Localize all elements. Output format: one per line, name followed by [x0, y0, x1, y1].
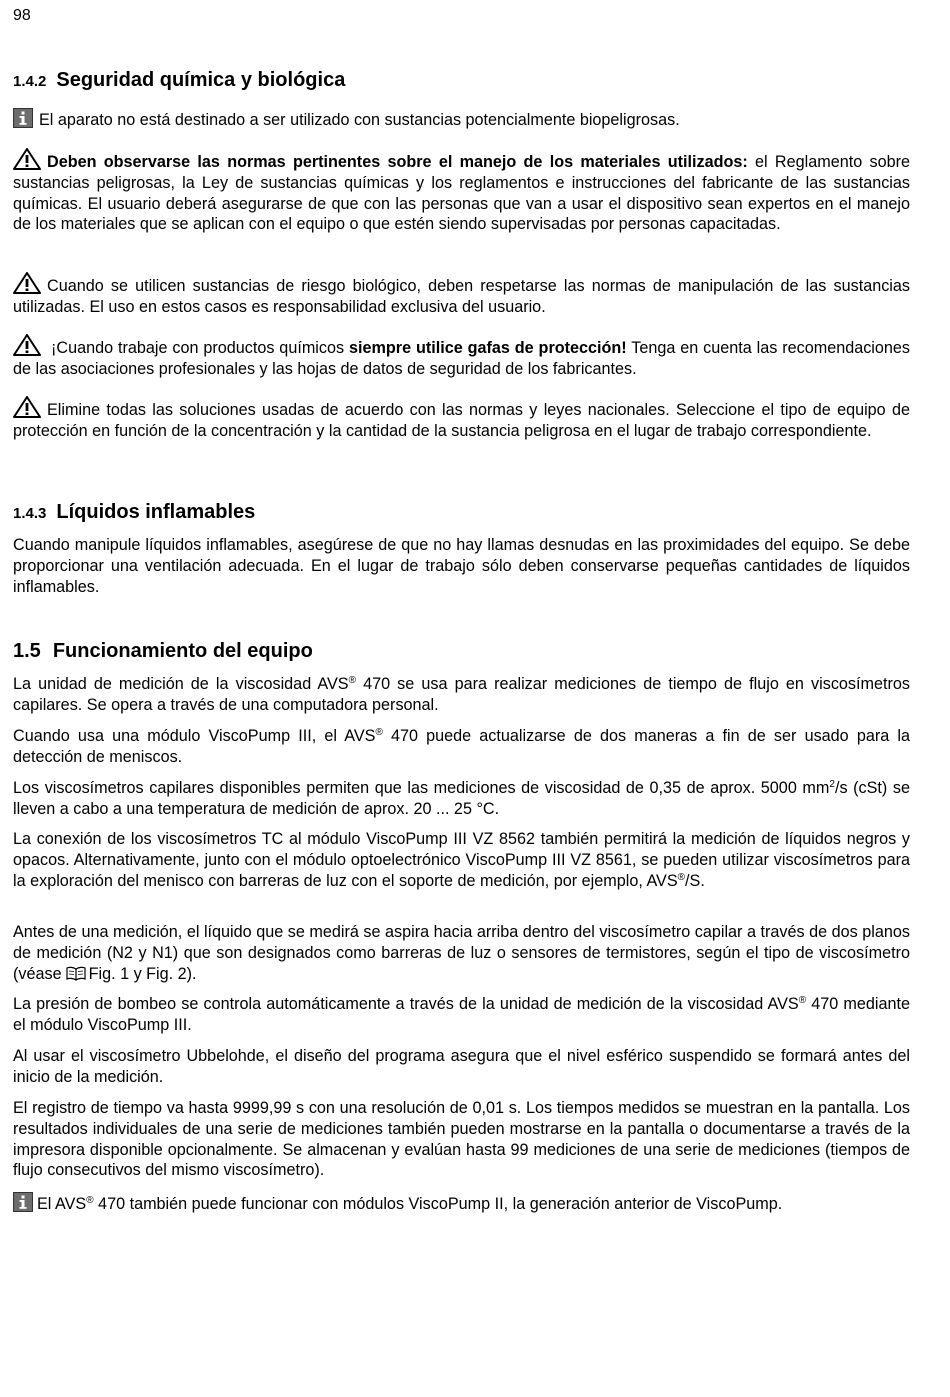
section-title: Funcionamiento del equipo: [52, 640, 313, 662]
section-number: 1.5: [13, 640, 41, 662]
section-number: 1.4.2: [13, 73, 47, 90]
info-icon: [13, 1192, 33, 1212]
paragraph-2: Cuando usa una módulo ViscoPump III, el AVS® 470 puede actualizarse de dos maneras a fin de ser usado para la detección de meniscos.: [13, 727, 910, 766]
warning-icon: [13, 148, 41, 170]
section-title: Seguridad química y biológica: [56, 69, 346, 91]
warning-disposal: Elimine todas las soluciones usadas de acuerdo con las normas y leyes nacionales. Seleccione el tipo de equipo de protección en función de la concentración y la cantidad de la sustancia peligrosa en el lugar de trabajo correspondiente.: [13, 396, 910, 442]
info-note-viscopump-ii: El AVS® 470 también puede funcionar con módulos ViscoPump II, la generación anterior de ViscoPump.: [13, 1192, 910, 1215]
paragraph-1: La unidad de medición de la viscosidad AVS® 470 se usa para realizar mediciones de tiempo de flujo en viscosímetros capilares. Se opera a través de una computadora personal.: [13, 675, 910, 714]
paragraph-5: Antes de una medición, el líquido que se medirá se aspira hacia arriba dentro del viscosímetro capilar a través de dos planos de medición (N2 y N1) que son designados como barreras de luz o sensores de termistores, según el tipo de viscosímetro (véase Fig. 1 y Fig. 2).: [13, 922, 910, 986]
warning-materials: Deben observarse las normas pertinentes sobre el manejo de los materiales utilizados: el Reglamento sobre sustancias peligrosas, la Ley de sustancias químicas y los reglamentos e instrucciones del fabricante de las sustancias químicas. El usuario deberá asegurarse de que con las personas que van a usar el dispositivo sean expertos en el manejo de los materiales que se aplican con el equipo o que estén siendo supervisadas por personas capacitadas.: [13, 148, 910, 235]
section-number: 1.4.3: [13, 505, 47, 522]
section-heading-1-4-2: [13, 68, 910, 94]
section-heading-1-5: [13, 639, 910, 663]
info-icon: [13, 108, 33, 128]
paragraph-6: La presión de bombeo se controla automáticamente a través de la unidad de medición de la viscosidad AVS® 470 mediante el módulo ViscoPump III.: [13, 995, 910, 1034]
paragraph-3: Los viscosímetros capilares disponibles permiten que las mediciones de viscosidad de 0,35 de aprox. 5000 $mm^2/s$ (cSt) se lleven a cabo a una temperatura de medición de aprox. 20 ... 25 °C.: [13, 779, 911, 818]
section-title: Líquidos inflamables: [56, 501, 256, 523]
section-heading-1-4-3: [13, 500, 910, 526]
warning-icon: [13, 272, 41, 294]
book-icon: [66, 966, 86, 987]
paragraph-7: Al usar el viscosímetro Ubbelohde, el diseño del programa asegura que el nivel esférico suspendido se formará antes del inicio de la medición.: [13, 1047, 910, 1086]
paragraph-8: El registro de tiempo va hasta 9999,99 s con una resolución de 0,01 s. Los tiempos medidos se muestran en la pantalla. Los resultados individuales de una serie de mediciones también pueden mostrarse en la pantalla o documentarse a través de la impresora disponible opcionalmente. Se almacenan y evalúan hasta 99 mediciones de una serie de mediciones (tiempos de flujo consecutivos del mismo viscosímetro).: [13, 1099, 910, 1180]
page-number: 98: [13, 7, 31, 24]
warning-biological: Cuando se utilicen sustancias de riesgo biológico, deben respetarse las normas de manipulación de las sustancias utilizadas. El uso en estos casos es responsabilidad exclusiva del usuario.: [13, 272, 910, 318]
warning-goggles: ¡Cuando trabaje con productos químicos siempre utilice gafas de protección! Tenga en cuenta las recomendaciones de las asociaciones profesionales y las hojas de datos de seguridad de los fabricantes.: [13, 334, 910, 380]
warning-icon: [13, 396, 41, 418]
info-note-biohazard: El aparato no está destinado a ser utilizado con sustancias potencialmente biopeligrosas.: [13, 108, 910, 131]
paragraph-flammable: Cuando manipule líquidos inflamables, asegúrese de que no hay llamas desnudas en las proximidades del equipo. Se debe proporcionar una ventilación adecuada. En el lugar de trabajo sólo deben conservarse pequeñas cantidades de líquidos inflamables.: [13, 536, 910, 596]
paragraph-4: La conexión de los viscosímetros TC al módulo ViscoPump III VZ 8562 también permitirá la medición de líquidos negros y opacos. Alternativamente, junto con el módulo optoelectrónico ViscoPump III VZ 8561, se pueden utilizar viscosímetros para la exploración del menisco con barreras de luz con el soporte de medición, por ejemplo, AVS®/S.: [13, 830, 910, 890]
warning-icon: [13, 334, 41, 356]
